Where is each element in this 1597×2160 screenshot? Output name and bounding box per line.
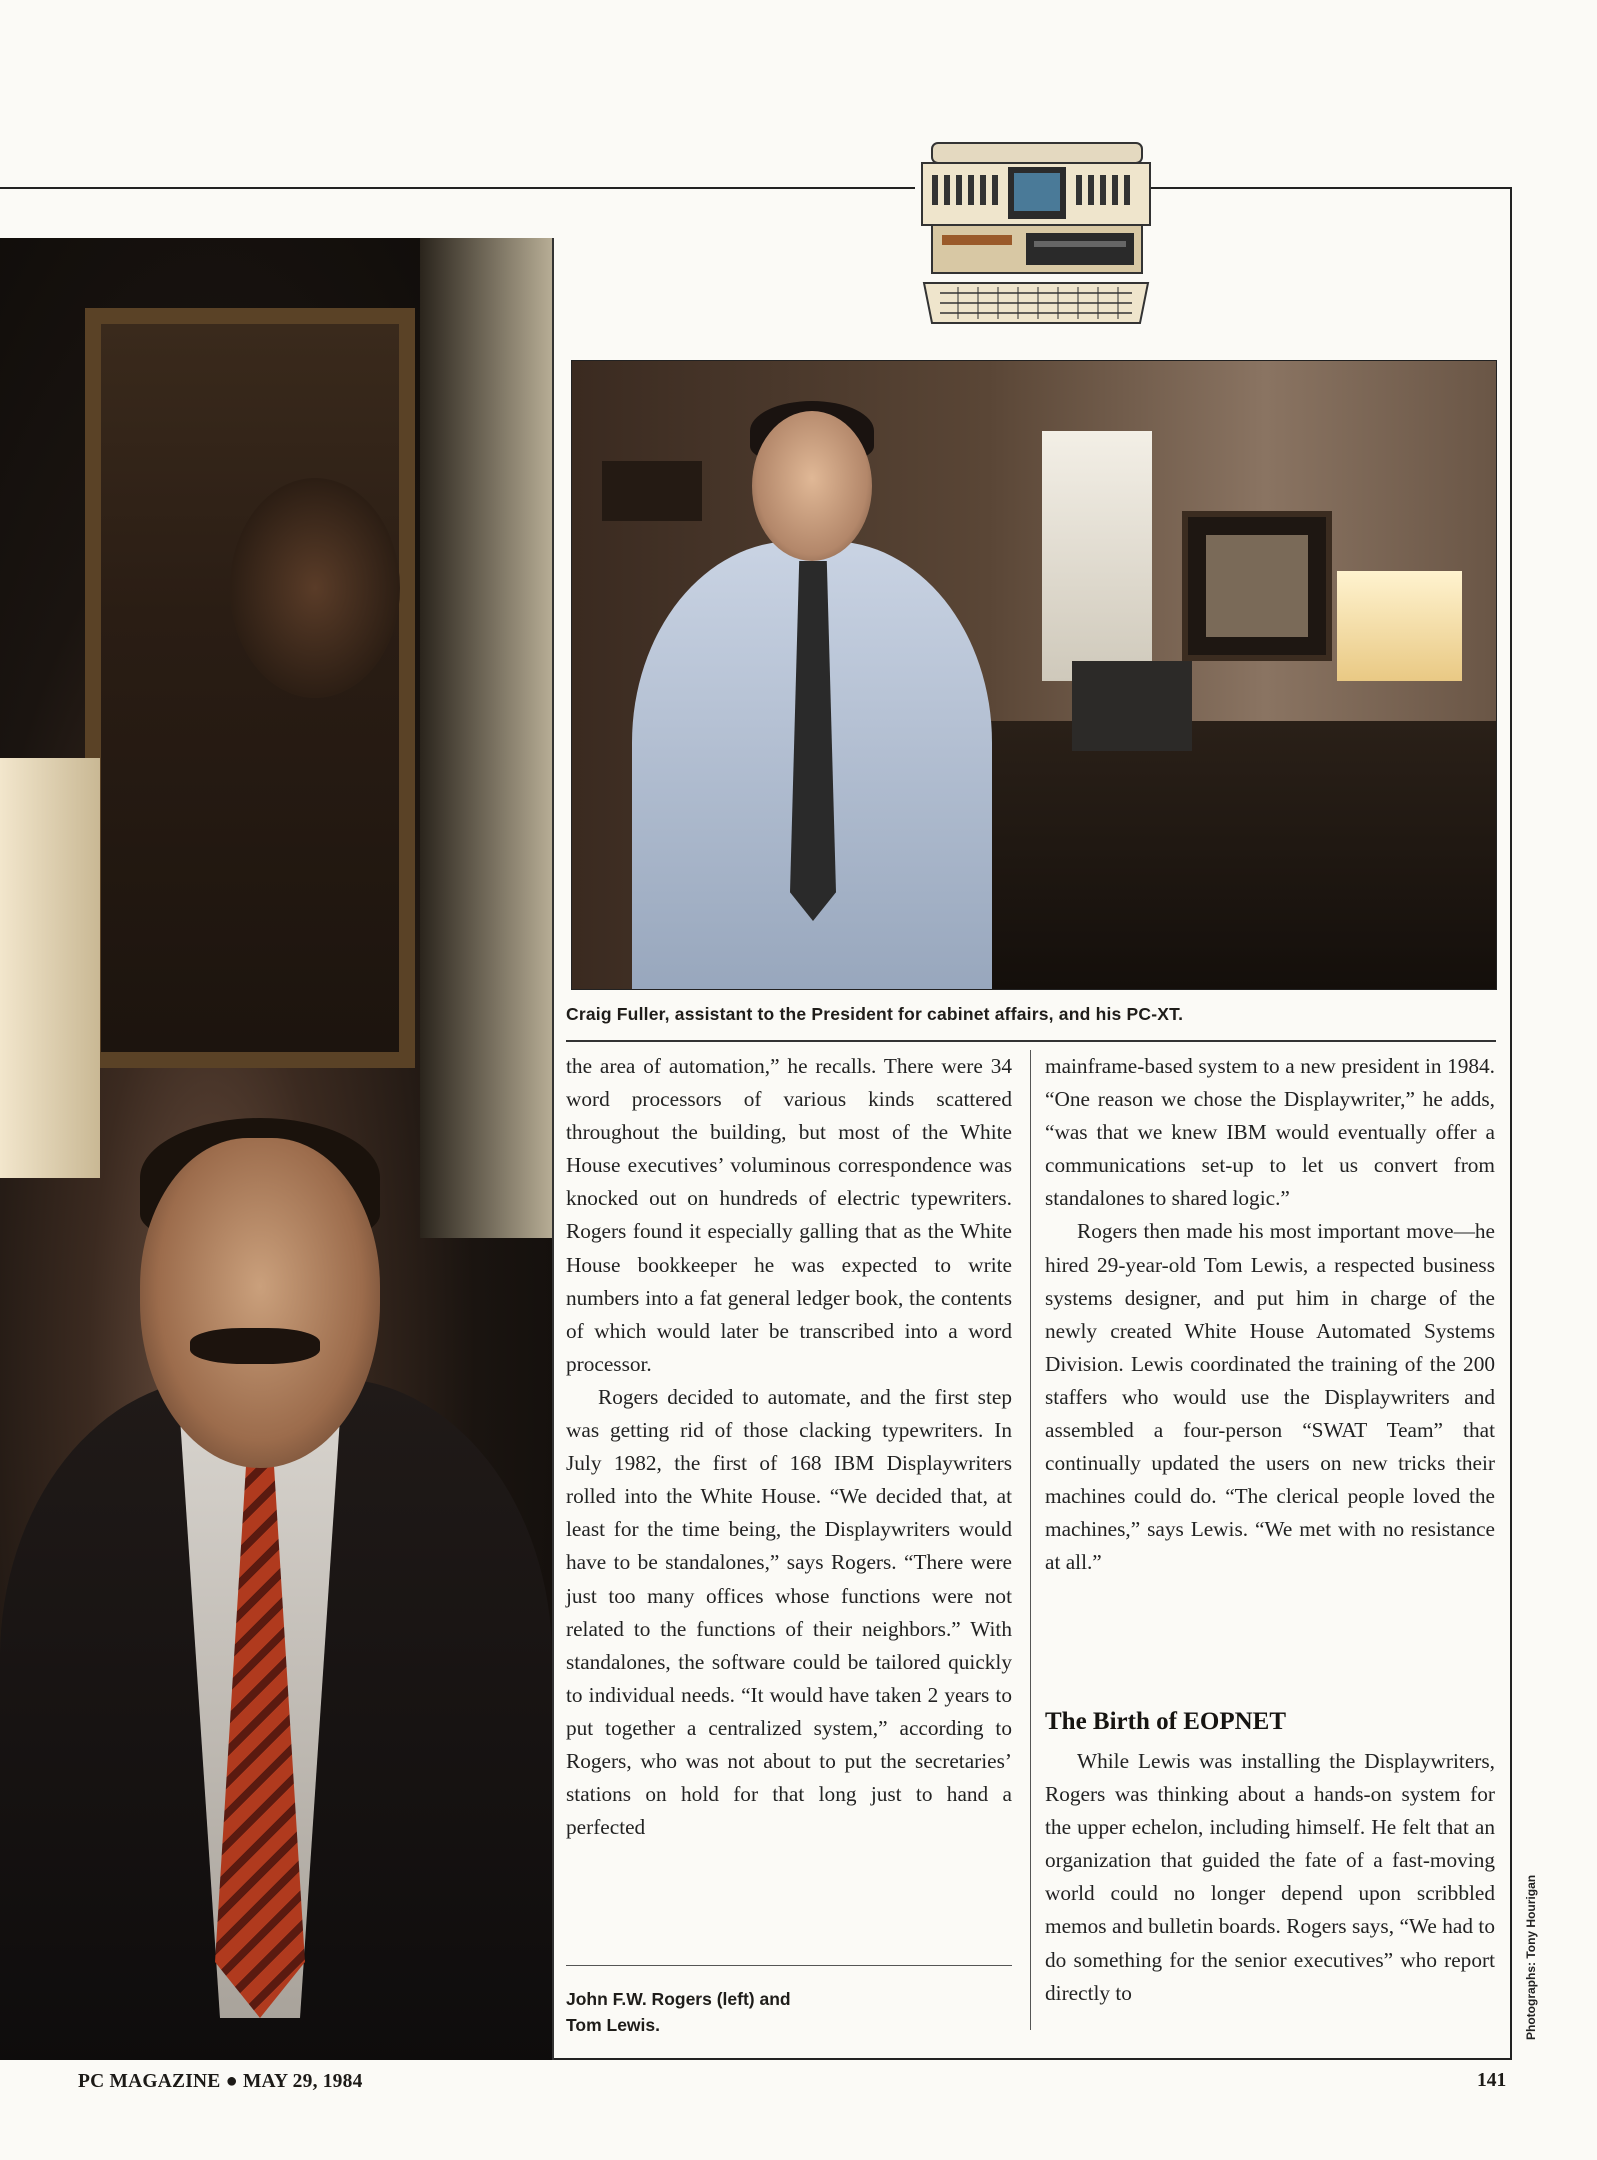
header-rule-right [1150,187,1512,189]
issue-date: MAY 29, 1984 [242,2071,363,2092]
paragraph: the area of automation,” he recalls. There were 34 word processors of various kinds scattered throughout the building, but most of the White House executives’ voluminous correspondence was knocked out on hundreds of electric typewriters. Rogers found it especially galling that as the White House bookkeeper he was expected to write numbers into a fat general ledger book, the contents of which would later be transcribed into a word processor. [566,1054,1012,1376]
page-number: 141 [1477,2070,1507,2091]
section-heading: The Birth of EOPNET [1045,1708,1286,1735]
article-column-right [1045,1050,1495,1580]
frame-bottom-rule [552,2058,1512,2060]
photo-rogers-lewis [0,238,552,2060]
bullet-icon: ● [225,2070,238,2092]
page-footer [78,2070,363,2093]
caption-line: Tom Lewis. [566,2015,660,2035]
photo-caption-bottom [566,1986,1006,2038]
frame-right-rule [1510,187,1512,2060]
photo-caption-top: Craig Fuller, assistant to the President for cabinet affairs, and his PC-XT. [566,1004,1184,1024]
magazine-name: PC MAGAZINE [78,2071,221,2092]
paragraph: Rogers decided to automate, and the first step was getting rid of those clacking typewriters. In July 1982, the first of 168 IBM Displaywriters rolled into the White House. “We decided that, at least for the time being, the Displaywriters would have to be standalones,” says Rogers. “There were just too many offices whose functions were not related to the functions of their neighbors.” With standalones, the software could be tailored quickly to individual needs. “It would have taken 2 years to put together a centralized system,” according to Rogers, who was not about to put the secretaries’ stations on hold for that long just to hand a perfected [566,1384,1012,1840]
article-column-left [566,1050,1012,1844]
column-divider [1030,1050,1031,2030]
frame-left-rule [552,238,554,2060]
paragraph: Rogers then made his most important move—he hired 29-year-old Tom Lewis, a respected business systems designer, and put him in charge of the newly created White House Automated Systems Division. Lewis coordinated the training of the 200 staffers who would use the Displaywriters and assembled a four-person “SWAT Team” that continually updated the users on new tricks their machines could do. “The clerical people loved the machines,” says Lewis. “We met with no resistance at all.” [1045,1219,1495,1575]
article-column-right-continued [1045,1745,1495,2010]
caption-rule [566,1040,1496,1042]
caption-rule-left [566,1965,1012,1966]
paragraph: mainframe-based system to a new president in 1984. “One reason we chose the Displaywriter,” he adds, “was that we knew IBM would eventually offer a communications set-up to let us convert from standalones to shared logic.” [1045,1054,1495,1211]
computer-icon [918,133,1154,333]
paragraph: While Lewis was installing the Displaywriters, Rogers was thinking about a hands-on system for the upper echelon, including himself. He felt that an organization that guided the fate of a fast-moving world could no longer depend upon scribbled memos and bulletin boards. Rogers says, “We had to do something for the senior executives” who report directly to [1045,1749,1495,2005]
photo-credit: Photographs: Tony Hourigan [1524,1874,1538,2040]
header-rule [0,187,915,189]
photo-craig-fuller [571,360,1497,990]
caption-line: John F.W. Rogers (left) and [566,1989,791,2009]
